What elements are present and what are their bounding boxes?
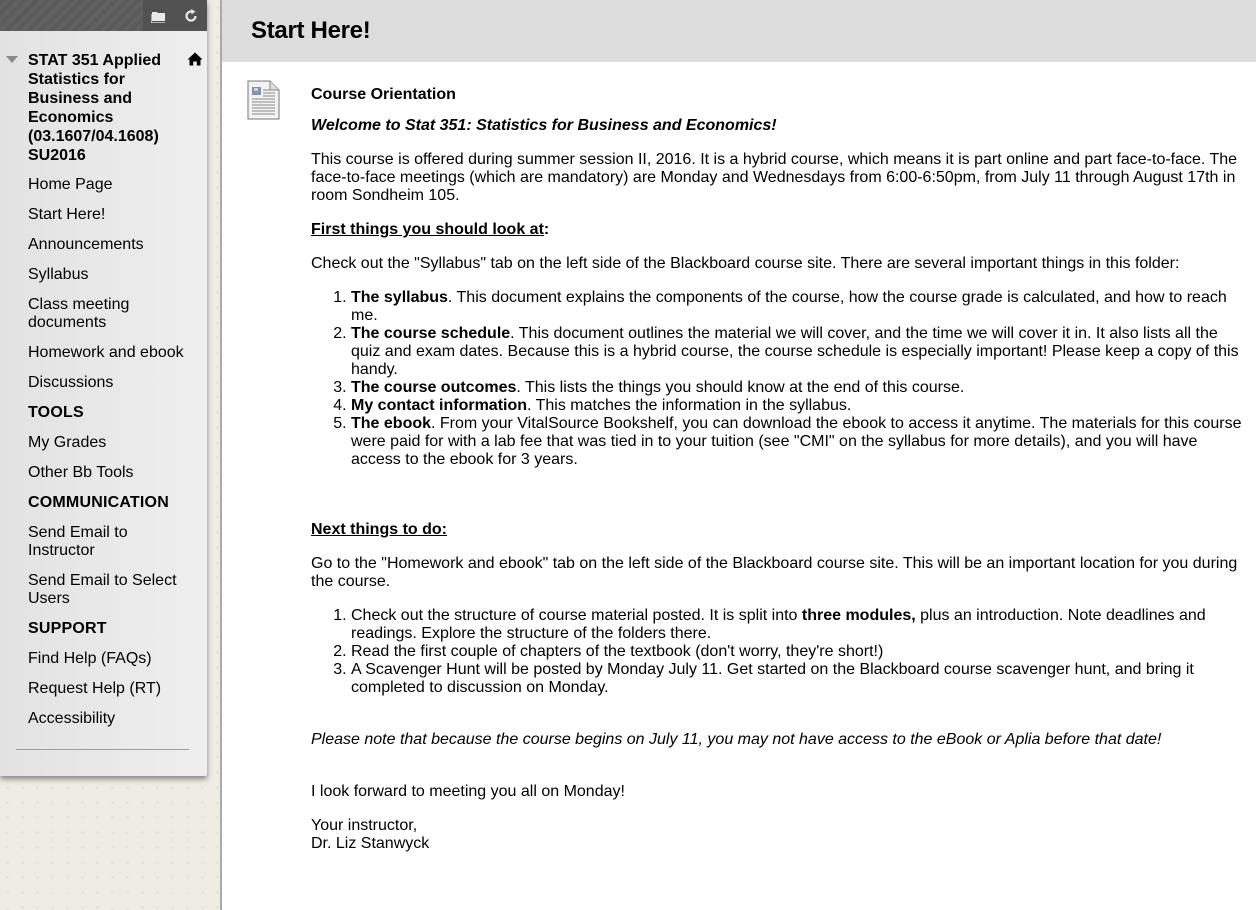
first-things-list-item (351, 379, 1246, 397)
sidebar-item-request-help-rt[interactable]: Request Help (RT) (28, 680, 162, 697)
signoff-line-1: Your instructor, (311, 817, 418, 834)
toolbar-buttons (143, 0, 207, 31)
menu-heading-support: SUPPORT (28, 620, 107, 637)
sidebar-item-announcements[interactable]: Announcements (28, 236, 144, 253)
list-item-text: . This document explains the components of the course, how the course grade is calculated, and how to reach me. (351, 289, 1227, 324)
list-item-text: Read the first couple of chapters of the textbook (don't worry, they're short!) (351, 643, 884, 660)
list-item-text: plus an introduction. Note deadlines and readings. Explore the structure of the folders there. (351, 607, 1206, 642)
list-item-emphasis: three modules, (801, 607, 916, 624)
course-title[interactable]: STAT 351 Applied Statistics for Business and Economics (03.1607/04.1608) SU2016 (28, 52, 162, 164)
list-item-text: . This lists the things you should know at the end of this course. (516, 379, 965, 396)
content-item (311, 86, 1246, 853)
sidebar-item-discussions[interactable]: Discussions (28, 374, 114, 391)
home-icon[interactable] (187, 52, 203, 71)
welcome-heading: Welcome to Stat 351: Statistics for Business and Economics! (311, 117, 777, 134)
next-things-list-item (351, 607, 1246, 643)
sidebar-item-start-here[interactable]: Start Here! (28, 206, 106, 223)
list-item-title: The ebook (351, 415, 432, 432)
first-things-list-item (351, 289, 1246, 325)
course-header (0, 31, 207, 165)
main-content (222, 0, 1256, 910)
next-things-list-item (351, 661, 1246, 697)
signoff-line-2: Dr. Liz Stanwyck (311, 835, 430, 852)
list-item-text: A Scavenger Hunt will be posted by Monday July 11. Get started on the Blackboard course scavenger hunt, and bring it completed to discussion on Monday. (351, 661, 1194, 696)
first-things-list-item (351, 415, 1246, 469)
course-menu-sidebar (0, 0, 207, 776)
sidebar-item-class-meeting-documents[interactable]: Class meeting documents (28, 296, 130, 331)
intro-paragraph: This course is offered during summer session II, 2016. It is a hybrid course, which means it is part online and part face-to-face. The face-to-face meetings (which are mandatory) are Monday and Wednesdays from 6:00-6:50pm, from July 11 through August 17th in room Sondheim 105. (311, 151, 1238, 204)
sidebar-item-accessibility[interactable]: Accessibility (28, 710, 116, 727)
sidebar-item-syllabus[interactable]: Syllabus (28, 266, 89, 283)
next-things-list (351, 607, 1246, 697)
sidebar-item-find-help-faqs[interactable]: Find Help (FAQs) (28, 650, 152, 667)
list-item-title: The course outcomes (351, 379, 517, 396)
next-things-list-item (351, 643, 1246, 661)
collapse-arrow-icon[interactable] (6, 56, 18, 63)
course-menu (0, 176, 207, 728)
page-title: Start Here! (251, 17, 371, 44)
list-item-text: . From your VitalSource Bookshelf, you can download the ebook to access it anytime. The materials for this course were paid for with a lab fee that was tied in to your tuition (see "CMI" on the syllabus for more details), and you will have access to the ebook for 3 years. (351, 415, 1242, 468)
first-things-heading-colon: : (543, 221, 550, 238)
list-item-title: My contact information (351, 397, 528, 414)
menu-heading-communication: COMMUNICATION (28, 494, 169, 511)
first-things-list (351, 289, 1246, 469)
first-things-heading (311, 221, 1246, 239)
folder-icon[interactable] (148, 5, 170, 27)
list-item-text: Check out the structure of course material posted. It is split into (351, 607, 802, 624)
first-things-list-item (351, 325, 1246, 379)
first-things-heading-text: First things you should look at (311, 221, 544, 238)
refresh-icon[interactable] (180, 5, 202, 27)
next-things-intro: Go to the "Homework and ebook" tab on the left side of the Blackboard course site. This will be an important location for you during the course. (311, 555, 1238, 590)
content-item-title[interactable]: Course Orientation (311, 86, 456, 103)
first-things-list-item (351, 397, 1246, 415)
sidebar-item-homework-and-ebook[interactable]: Homework and ebook (28, 344, 184, 361)
menu-heading-tools: TOOLS (28, 404, 84, 421)
page-header (222, 0, 1256, 62)
list-item-text: . This document outlines the material we will cover, and the time we will cover it in. It also lists all the quiz and exam dates. Because this is a hybrid course, the course schedule is especially important! Please keep a copy of this handy. (351, 325, 1239, 378)
sidebar-item-home-page[interactable]: Home Page (28, 176, 113, 193)
closing-line: I look forward to meeting you all on Monday! (311, 783, 625, 800)
document-icon (247, 80, 280, 125)
sidebar-item-send-email-to-select-users[interactable]: Send Email to Select Users (28, 572, 177, 607)
list-item-text: . This matches the information in the syllabus. (527, 397, 852, 414)
sidebar-item-my-grades[interactable]: My Grades (28, 434, 107, 451)
sidebar-item-other-bb-tools[interactable]: Other Bb Tools (28, 464, 134, 481)
sidebar-toolbar (0, 0, 207, 31)
next-things-heading: Next things to do: (311, 521, 447, 538)
access-note: Please note that because the course begins on July 11, you may not have access to the eBook or Aplia before that date! (311, 731, 1162, 748)
first-things-intro: Check out the "Syllabus" tab on the left side of the Blackboard course site. There are several important things in this folder: (311, 255, 1180, 272)
sidebar-item-send-email-to-instructor[interactable]: Send Email to Instructor (28, 524, 128, 559)
list-item-title: The syllabus (351, 289, 448, 306)
list-item-title: The course schedule (351, 325, 511, 342)
sidebar-divider (16, 749, 189, 750)
